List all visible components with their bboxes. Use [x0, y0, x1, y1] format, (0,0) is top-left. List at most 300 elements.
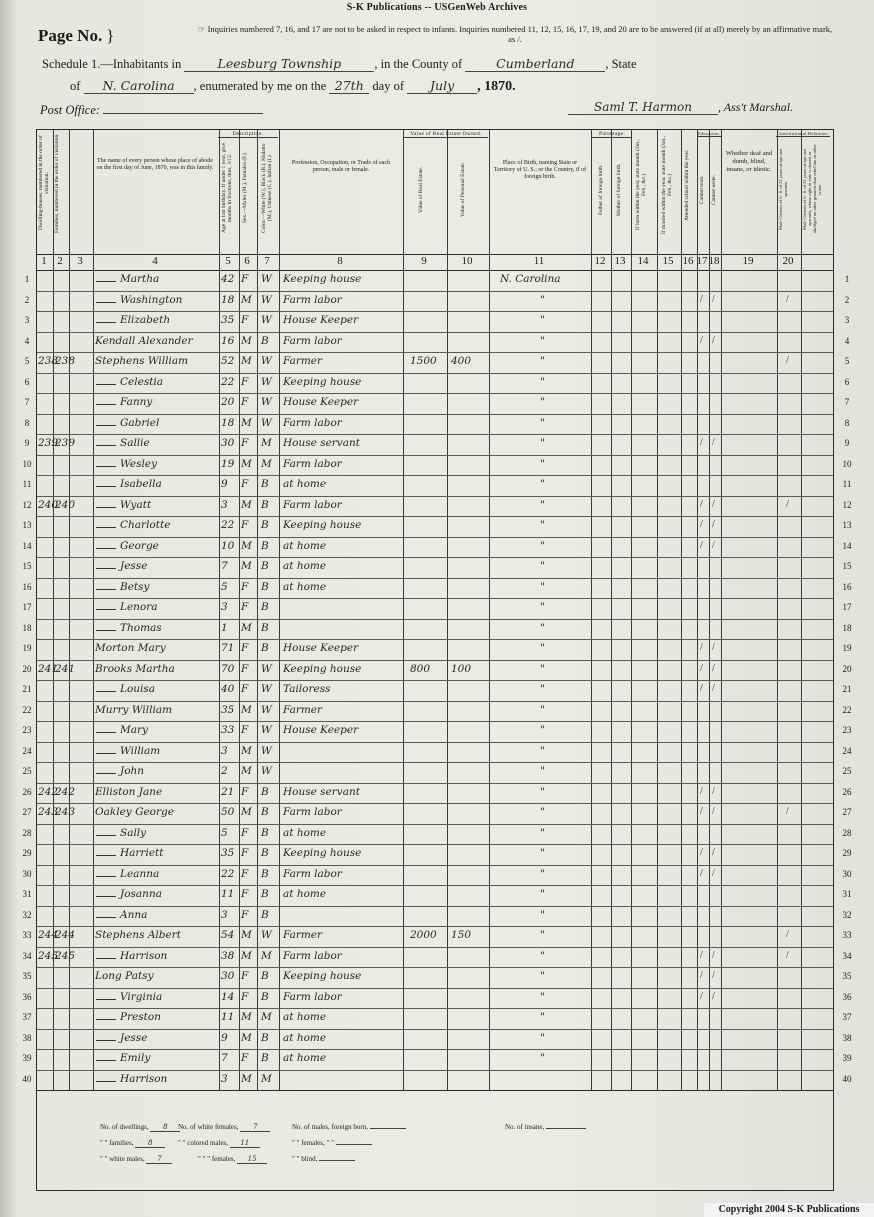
cannot-read-mark: /: [700, 662, 703, 674]
color-value: M: [261, 1011, 272, 1023]
ditto-dash: [96, 568, 116, 569]
row-divider: [37, 270, 833, 271]
occupation-value: Keeping house: [283, 273, 362, 285]
cannot-read-mark: /: [700, 949, 703, 961]
color-value: B: [261, 621, 269, 634]
person-name: Wyatt: [120, 498, 152, 511]
cannot-write-mark: /: [712, 867, 715, 879]
birthplace-value: ": [540, 806, 545, 818]
age-value: 38: [221, 949, 235, 962]
cannot-read-mark: /: [700, 498, 703, 510]
occupation-value: at home: [283, 826, 327, 839]
summary-blind-label: " " blind,: [292, 1155, 318, 1163]
row-number-left: 32: [22, 909, 32, 920]
color-value: B: [261, 867, 269, 880]
personal-estate-value: 100: [451, 662, 472, 675]
color-value: W: [261, 293, 272, 306]
birthplace-value: ": [540, 416, 545, 429]
row-number-right: 15: [842, 561, 852, 571]
age-value: 54: [221, 929, 235, 941]
day-of-label: day of: [372, 79, 404, 93]
row-divider: [37, 721, 833, 722]
page-number-label: [38, 26, 114, 46]
row-number-right: 11: [842, 479, 852, 489]
personal-estate-value: 150: [451, 929, 472, 941]
color-value: B: [261, 990, 269, 1003]
person-name: Murry William: [95, 703, 173, 716]
cannot-write-mark: /: [712, 990, 715, 1002]
age-value: 7: [221, 1052, 228, 1064]
summary-white-males-value: 7: [146, 1155, 172, 1164]
person-name: Thomas: [120, 621, 162, 634]
post-office-label: Post Office:: [40, 103, 101, 117]
sex-value: M: [241, 416, 252, 429]
ditto-dash: [96, 1081, 116, 1082]
birthplace-value: ": [540, 724, 545, 736]
sex-value: F: [241, 970, 249, 982]
color-value: B: [261, 1052, 269, 1064]
person-name: Emily: [120, 1052, 151, 1064]
occupation-value: Farmer: [283, 355, 323, 367]
row-divider: [37, 373, 833, 374]
header-parentage: Parentage.: [592, 131, 632, 138]
age-value: 35: [221, 847, 235, 859]
row-divider: [37, 762, 833, 763]
color-value: B: [261, 539, 269, 552]
row-number-right: 37: [842, 1012, 852, 1022]
color-value: B: [261, 806, 269, 818]
birthplace-value: ": [540, 478, 545, 490]
summary-foreign-females-value: [336, 1144, 372, 1145]
column-number: 12: [594, 255, 606, 267]
birthplace-value: ": [540, 457, 545, 470]
birthplace-value: ": [540, 765, 545, 777]
row-divider: [37, 783, 833, 784]
column-number: 19: [742, 255, 754, 267]
family-number: 243: [55, 806, 76, 818]
ditto-dash: [96, 896, 116, 897]
color-value: B: [261, 1031, 269, 1044]
color-value: M: [261, 949, 272, 962]
cannot-read-mark: /: [700, 539, 703, 551]
county-label: , in the County of: [374, 57, 463, 71]
cannot-read-mark: /: [700, 990, 703, 1002]
column-number: 8: [337, 255, 343, 267]
summary-foreign-females: [292, 1139, 372, 1147]
age-value: 10: [221, 539, 235, 552]
header-families: Families, numbered in the order of visitation.: [54, 133, 60, 233]
sex-value: M: [241, 355, 252, 367]
sex-value: F: [241, 601, 249, 613]
color-value: M: [261, 437, 272, 449]
row-divider: [37, 639, 833, 640]
row-divider: [37, 475, 833, 476]
occupation-value: Keeping house: [283, 847, 362, 859]
birthplace-value: ": [540, 519, 545, 531]
column-number: 18: [708, 255, 720, 267]
cannot-write-mark: /: [712, 334, 715, 346]
family-number: 245: [55, 949, 76, 962]
age-value: 30: [221, 437, 235, 449]
row-divider: [37, 1070, 833, 1071]
color-value: B: [261, 970, 269, 982]
ditto-dash: [96, 302, 116, 303]
ditto-dash: [96, 384, 116, 385]
person-name: Jesse: [120, 1031, 148, 1044]
occupation-value: Farmer: [283, 703, 323, 716]
row-number-right: 1: [844, 274, 850, 284]
sex-value: F: [241, 375, 249, 388]
summary-colored-males-value: 11: [230, 1139, 260, 1148]
sex-value: M: [241, 949, 252, 962]
summary-white-females-label: No. of white females,: [178, 1123, 239, 1131]
person-name: Louisa: [120, 683, 156, 695]
sex-value: F: [241, 314, 249, 326]
person-name: Harriett: [120, 847, 164, 859]
color-value: W: [261, 396, 272, 408]
birthplace-value: N. Carolina: [500, 273, 561, 285]
ditto-dash: [96, 486, 116, 487]
age-value: 22: [221, 519, 235, 531]
schedule-line-1: [42, 56, 842, 72]
birthplace-value: ": [540, 1011, 545, 1023]
column-number: 14: [637, 255, 649, 267]
row-number-left: 36: [22, 991, 32, 1002]
occupation-value: House servant: [283, 437, 360, 449]
ditto-dash: [96, 548, 116, 549]
cannot-read-mark: /: [700, 970, 703, 981]
header-cannot-read: Cannot read.: [699, 175, 705, 205]
birthplace-value: ": [540, 847, 545, 859]
column-number: 10: [461, 255, 473, 267]
person-name: Celestia: [120, 375, 164, 388]
person-name: Harrison: [120, 1072, 168, 1085]
sex-value: M: [241, 1072, 252, 1085]
color-value: M: [261, 1072, 272, 1085]
age-value: 52: [221, 355, 235, 367]
sex-value: F: [241, 785, 249, 798]
person-name: Sally: [120, 826, 147, 839]
cannot-read-mark: /: [700, 293, 703, 305]
sex-value: M: [241, 929, 252, 941]
color-value: B: [261, 642, 269, 654]
row-number-right: 25: [842, 766, 852, 776]
occupation-value: Farmer: [283, 929, 323, 941]
dwelling-number: 238: [38, 355, 59, 367]
summary-families-value: 8: [135, 1139, 165, 1148]
summary-dwellings-label: No. of dwellings,: [100, 1123, 149, 1131]
color-value: B: [261, 478, 269, 490]
occupation-value: at home: [283, 478, 327, 490]
year-label: , 1870.: [477, 79, 516, 94]
ditto-dash: [96, 609, 116, 610]
birthplace-value: ": [540, 601, 545, 613]
birthplace-value: ": [540, 621, 545, 634]
row-number-right: 30: [842, 868, 852, 879]
occupation-value: at home: [283, 1031, 327, 1044]
birthplace-value: ": [540, 642, 545, 654]
header-real-estate: Value of Real Estate Owned.: [404, 131, 488, 138]
person-name: Jesse: [120, 560, 148, 572]
summary-insane: [505, 1123, 586, 1131]
person-name: Leanna: [120, 867, 160, 880]
row-divider: [37, 1008, 833, 1009]
summary-white-males-label: " " white males,: [100, 1155, 145, 1163]
color-value: W: [261, 683, 272, 695]
inquiry-note: ☞ Inquiries numbered 7, 16, and 17 are not to be asked in respect to infants. Inquiries numbered 11, 12, 15, 16, 17, 19, and 20 are to be answered (if at all) merely by an affirmative mark, as /.: [197, 24, 833, 44]
sex-value: M: [241, 334, 252, 347]
person-name: George: [120, 539, 159, 552]
color-value: B: [261, 826, 269, 839]
sex-value: F: [241, 519, 249, 531]
sex-value: M: [241, 806, 252, 818]
person-name: Fanny: [120, 396, 153, 408]
male-citizen-mark: /: [786, 293, 789, 305]
row-number-left: 21: [22, 684, 32, 694]
cannot-read-mark: /: [700, 683, 703, 694]
ditto-dash: [96, 835, 116, 836]
occupation-value: at home: [283, 1011, 327, 1023]
occupation-value: at home: [283, 560, 327, 572]
color-value: W: [261, 724, 272, 736]
age-value: 30: [221, 970, 235, 982]
row-number-right: 32: [842, 909, 852, 920]
sex-value: F: [241, 396, 249, 408]
age-value: 3: [221, 908, 228, 921]
birthplace-value: ": [540, 683, 545, 695]
row-number-right: 3: [844, 315, 850, 325]
occupation-value: House Keeper: [283, 642, 359, 654]
post-office-field: [103, 113, 263, 114]
summary-families-label: " " families,: [100, 1139, 134, 1147]
sex-value: F: [241, 826, 249, 839]
column-number: 11: [533, 255, 545, 267]
occupation-value: at home: [283, 1052, 327, 1064]
row-number-right: 7: [844, 397, 850, 407]
header-education: Education.: [697, 131, 721, 136]
row-divider: [37, 865, 833, 866]
row-number-right: 34: [842, 950, 852, 961]
occupation-value: Keeping house: [283, 375, 362, 388]
ditto-dash: [96, 527, 116, 528]
row-number-left: 26: [22, 786, 32, 797]
sex-value: F: [241, 867, 249, 880]
cannot-read-mark: /: [700, 867, 703, 879]
row-divider: [37, 414, 833, 415]
sex-value: F: [241, 990, 249, 1003]
row-number-left: 19: [22, 643, 32, 653]
cannot-read-mark: /: [700, 519, 703, 530]
dwelling-number: 244: [38, 929, 59, 941]
ditto-dash: [96, 855, 116, 856]
birthplace-value: ": [540, 908, 545, 921]
row-number-right: 19: [842, 643, 852, 653]
occupation-value: House Keeper: [283, 314, 359, 326]
header-birthplace: Place of Birth, naming State or Territory of U. S.; or the Country, if of foreign birth.: [493, 160, 587, 180]
row-divider: [37, 906, 833, 907]
person-name: Morton Mary: [95, 642, 166, 654]
cannot-write-mark: /: [712, 437, 715, 448]
sex-value: F: [241, 724, 249, 736]
occupation-value: Farm labor: [283, 334, 342, 347]
person-name: Kendall Alexander: [95, 334, 193, 347]
page-no-text: Page No.: [38, 26, 103, 45]
row-number-left: 12: [22, 499, 32, 510]
color-value: W: [261, 662, 272, 675]
real-estate-value: 2000: [410, 929, 437, 941]
state-field: N. Carolina: [84, 78, 194, 94]
cannot-write-mark: /: [712, 662, 715, 674]
male-citizen-mark: /: [786, 355, 789, 366]
column-number: 6: [244, 255, 250, 267]
birthplace-value: ": [540, 929, 545, 941]
row-divider: [37, 803, 833, 804]
row-divider: [37, 332, 833, 333]
summary-insane-label: No. of insane,: [505, 1123, 545, 1131]
birthplace-value: ": [540, 785, 545, 798]
color-value: B: [261, 785, 269, 798]
dwelling-number: 242: [38, 785, 59, 798]
age-value: 22: [221, 375, 235, 388]
person-name: Wesley: [120, 457, 158, 470]
row-number-right: 23: [842, 725, 852, 735]
occupation-value: House servant: [283, 785, 360, 798]
row-number-left: 17: [22, 602, 32, 612]
row-number-left: 1: [24, 274, 30, 284]
row-number-left: 14: [22, 540, 32, 551]
occupation-value: House Keeper: [283, 724, 359, 736]
person-name: Isabella: [120, 478, 162, 490]
person-name: William: [120, 744, 161, 757]
age-value: 11: [221, 888, 235, 900]
row-number-left: 18: [22, 622, 32, 633]
age-value: 3: [221, 1072, 228, 1085]
ditto-dash: [96, 322, 116, 323]
header-mother-foreign: Mother of foreign birth.: [616, 163, 622, 217]
dwelling-number: 245: [38, 949, 59, 962]
age-value: 5: [221, 826, 228, 839]
color-value: W: [261, 703, 272, 716]
header-value-real: Value of Real Estate.: [418, 166, 424, 214]
person-name: Elizabeth: [120, 314, 171, 326]
real-estate-value: 800: [410, 662, 431, 675]
birthplace-value: ": [540, 560, 545, 572]
ditto-dash: [96, 958, 116, 959]
cannot-read-mark: /: [700, 642, 703, 653]
row-number-right: 5: [844, 356, 850, 366]
header-constitutional: Constitutional Relations.: [776, 131, 830, 136]
summary-foreign-males-label: No. of males, foreign born,: [292, 1123, 369, 1131]
color-value: B: [261, 560, 269, 572]
sex-value: M: [241, 539, 252, 552]
row-number-right: 20: [842, 663, 852, 674]
row-number-left: 6: [24, 376, 30, 387]
summary-colored-males-label: " " colored males,: [178, 1139, 229, 1147]
header-vote-denied: Male Citizens of U. S. of 21 years of age and upwards, whose right to vote is denied or abridged on other grounds than rebellion or other crime.: [802, 144, 822, 234]
cannot-write-mark: /: [712, 498, 715, 510]
header-description: Description.: [218, 131, 278, 138]
sex-value: F: [241, 437, 249, 449]
row-number-right: 4: [844, 335, 850, 346]
row-number-left: 10: [22, 458, 32, 469]
occupation-value: at home: [283, 580, 327, 593]
summary-dwellings: [100, 1123, 180, 1132]
sex-value: M: [241, 621, 252, 634]
row-divider: [37, 742, 833, 743]
row-number-right: 31: [842, 889, 852, 899]
ditto-dash: [96, 999, 116, 1000]
ditto-dash: [96, 281, 116, 282]
column-number: 1: [41, 255, 47, 267]
summary-white-females-value: 7: [240, 1123, 270, 1132]
color-value: W: [261, 375, 272, 388]
dwelling-number: 243: [38, 806, 59, 818]
family-number: 240: [55, 498, 76, 511]
header-born-within-year: If born within the year, state month (Jan., Feb., &c.): [635, 139, 647, 231]
row-number-right: 39: [842, 1053, 852, 1063]
row-number-right: 8: [844, 417, 850, 428]
column-number: 3: [77, 255, 83, 267]
ditto-dash: [96, 1060, 116, 1061]
row-divider: [37, 455, 833, 456]
row-number-right: 22: [842, 704, 852, 715]
birthplace-value: ": [540, 867, 545, 880]
age-value: 50: [221, 806, 235, 818]
header-name: The name of every person whose place of abode on the first day of June, 1870, was in this family.: [96, 158, 214, 171]
person-name: Preston: [120, 1011, 161, 1023]
row-number-left: 13: [22, 520, 32, 530]
person-name: Washington: [120, 293, 183, 306]
person-name: Lenora: [120, 601, 158, 613]
age-value: 70: [221, 662, 235, 675]
row-number-right: 17: [842, 602, 852, 612]
row-number-left: 38: [22, 1032, 32, 1043]
sex-value: F: [241, 1052, 249, 1064]
color-value: B: [261, 519, 269, 531]
row-divider: [37, 311, 833, 312]
ditto-dash: [96, 1019, 116, 1020]
birthplace-value: ": [540, 539, 545, 552]
summary-insane-value: [546, 1128, 586, 1129]
row-number-right: 10: [842, 458, 852, 469]
column-number: 20: [782, 255, 794, 267]
row-divider: [37, 598, 833, 599]
sex-value: M: [241, 703, 252, 716]
person-name: Stephens Albert: [95, 929, 181, 941]
birthplace-value: ": [540, 990, 545, 1003]
birthplace-value: ": [540, 703, 545, 716]
row-number-left: 4: [24, 335, 30, 346]
color-value: W: [261, 765, 272, 777]
color-value: B: [261, 498, 269, 511]
row-number-left: 30: [22, 868, 32, 879]
summary-foreign-females-label: " " females, " ": [292, 1139, 334, 1147]
age-value: 40: [221, 683, 235, 695]
row-number-right: 21: [842, 684, 852, 694]
county-field: Cumberland: [465, 56, 605, 72]
ditto-dash: [96, 466, 116, 467]
ditto-dash: [96, 404, 116, 405]
birthplace-value: ": [540, 498, 545, 511]
ditto-dash: [96, 507, 116, 508]
row-number-right: 16: [842, 581, 852, 592]
ditto-dash: [96, 589, 116, 590]
summary-blind-value: [319, 1160, 355, 1161]
row-number-right: 36: [842, 991, 852, 1002]
row-number-right: 33: [842, 930, 852, 940]
age-value: 33: [221, 724, 235, 736]
cannot-write-mark: /: [712, 293, 715, 305]
